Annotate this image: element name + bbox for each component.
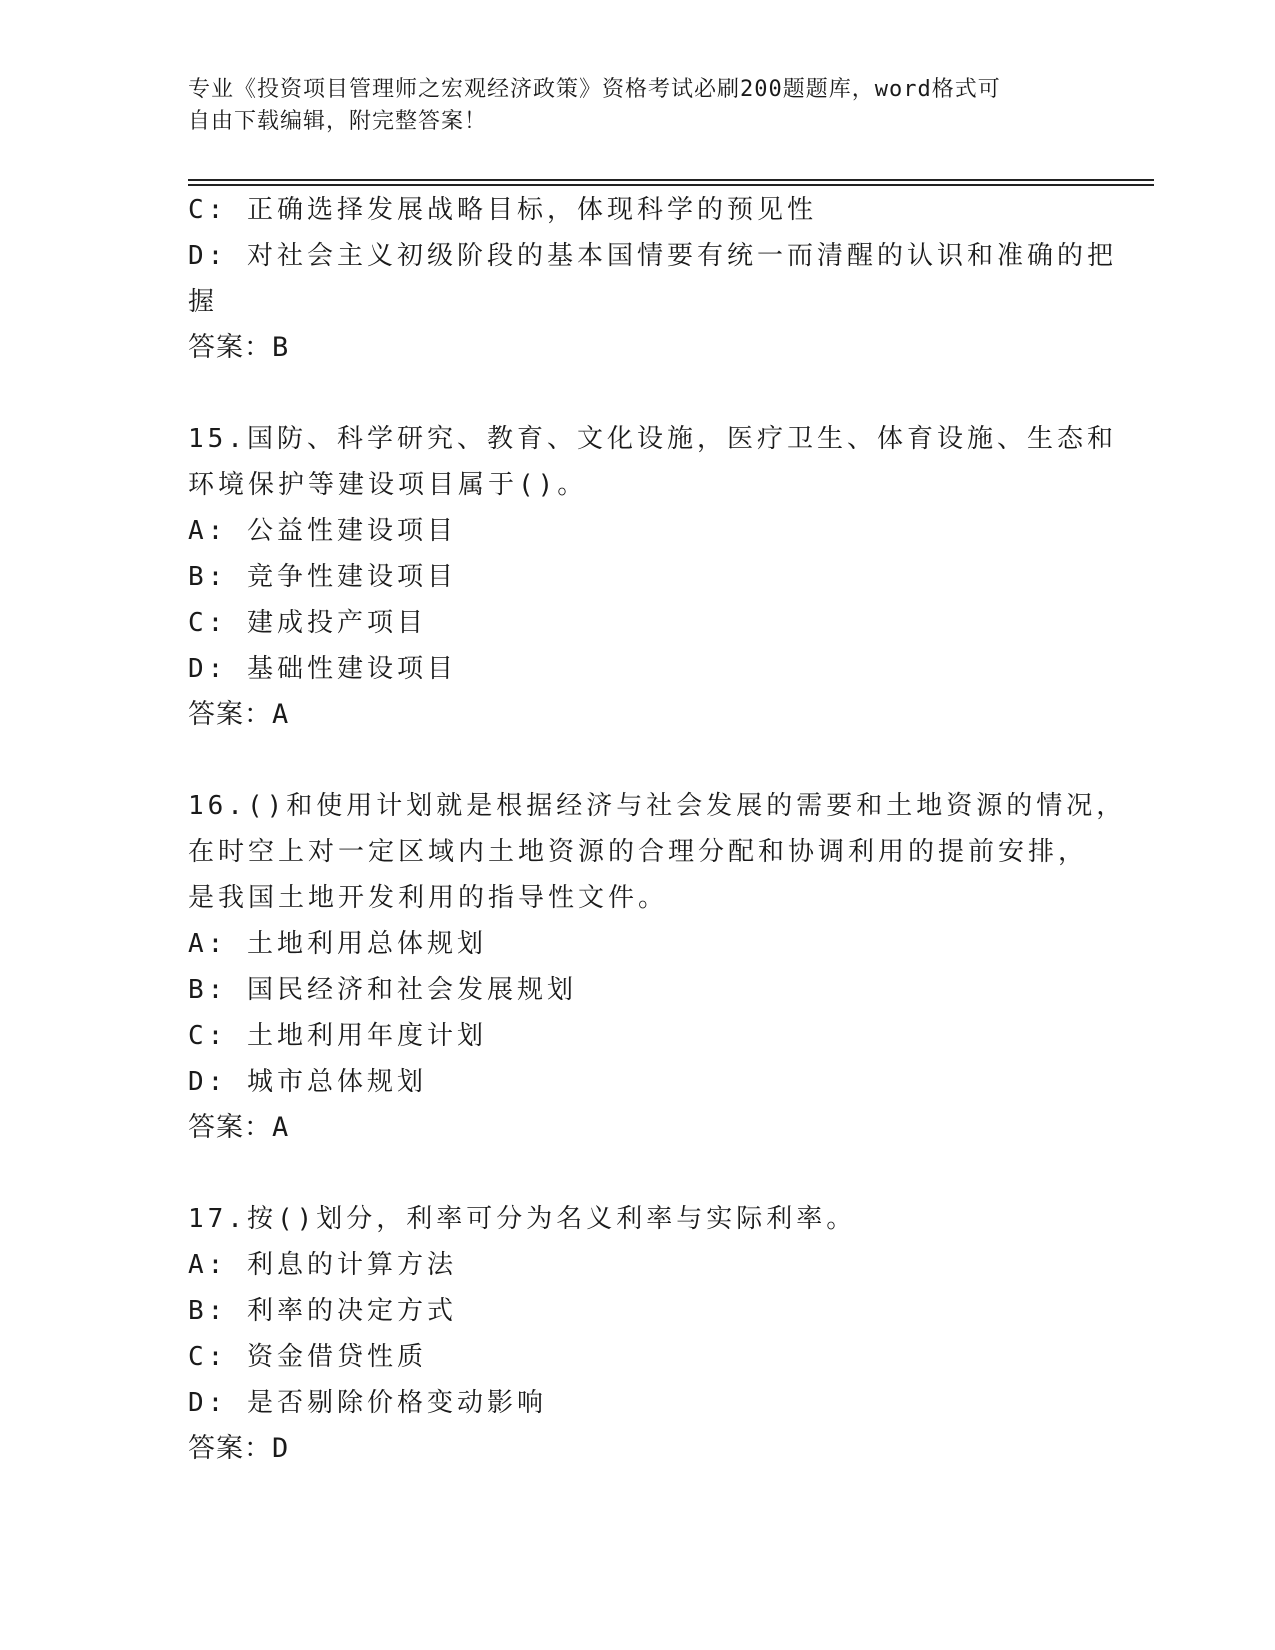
answer-label: 答案： xyxy=(188,1112,272,1143)
answer-label: 答案： xyxy=(188,332,272,363)
answer-line xyxy=(188,325,1088,371)
question-stem-continued: 环境保护等建设项目属于()。 xyxy=(188,470,588,500)
header-line-2: 自由下载编辑，附完整答案！ xyxy=(188,109,488,134)
answer-label: 答案： xyxy=(188,1433,272,1464)
document-header xyxy=(188,74,1088,138)
question-stem-continued: 是我国土地开发利用的指导性文件。 xyxy=(188,883,669,913)
answer-line xyxy=(188,1426,1088,1472)
answer-value: A xyxy=(272,1112,290,1143)
question-stem: 16.()和使用计划就是根据经济与社会发展的需要和土地资源的情况， xyxy=(188,791,1127,821)
option-d: D: 基础性建设项目 xyxy=(188,654,457,684)
answer-line xyxy=(188,1105,1088,1151)
option-c: C: 土地利用年度计划 xyxy=(188,1021,487,1051)
option-c: C: 资金借贷性质 xyxy=(188,1342,427,1372)
header-divider-top xyxy=(188,179,1154,181)
option-a: A: 公益性建设项目 xyxy=(188,516,457,546)
option-b: B: 竞争性建设项目 xyxy=(188,562,457,592)
option-d: D: 城市总体规划 xyxy=(188,1067,427,1097)
answer-line xyxy=(188,692,1088,738)
option-d-continued: 握 xyxy=(188,287,219,317)
question-16 xyxy=(188,783,1127,1151)
question-15 xyxy=(188,416,1117,738)
question-stem-continued: 在时空上对一定区域内土地资源的合理分配和协调利用的提前安排， xyxy=(188,837,1089,867)
answer-label: 答案： xyxy=(188,699,272,730)
answer-value: A xyxy=(272,699,290,730)
answer-value: B xyxy=(272,332,290,363)
question-list xyxy=(188,187,1127,1472)
header-divider-bottom xyxy=(188,184,1154,186)
option-d: D: 对社会主义初级阶段的基本国情要有统一而清醒的认识和准确的把 xyxy=(188,241,1117,271)
option-b: B: 国民经济和社会发展规划 xyxy=(188,975,577,1005)
option-c: C: 正确选择发展战略目标，体现科学的预见性 xyxy=(188,195,817,225)
option-c: C: 建成投产项目 xyxy=(188,608,427,638)
question-stem: 17.按()划分，利率可分为名义利率与实际利率。 xyxy=(188,1204,857,1234)
answer-value: D xyxy=(272,1433,290,1464)
option-a: A: 土地利用总体规划 xyxy=(188,929,487,959)
option-b: B: 利率的决定方式 xyxy=(188,1296,457,1326)
header-line-1: 专业《投资项目管理师之宏观经济政策》资格考试必刷200题题库，word格式可 xyxy=(188,77,1001,102)
option-d: D: 是否剔除价格变动影响 xyxy=(188,1388,547,1418)
option-a: A: 利息的计算方法 xyxy=(188,1250,457,1280)
previous-question-tail xyxy=(188,187,1117,371)
question-stem: 15.国防、科学研究、教育、文化设施，医疗卫生、体育设施、生态和 xyxy=(188,424,1117,454)
question-17 xyxy=(188,1196,1088,1472)
